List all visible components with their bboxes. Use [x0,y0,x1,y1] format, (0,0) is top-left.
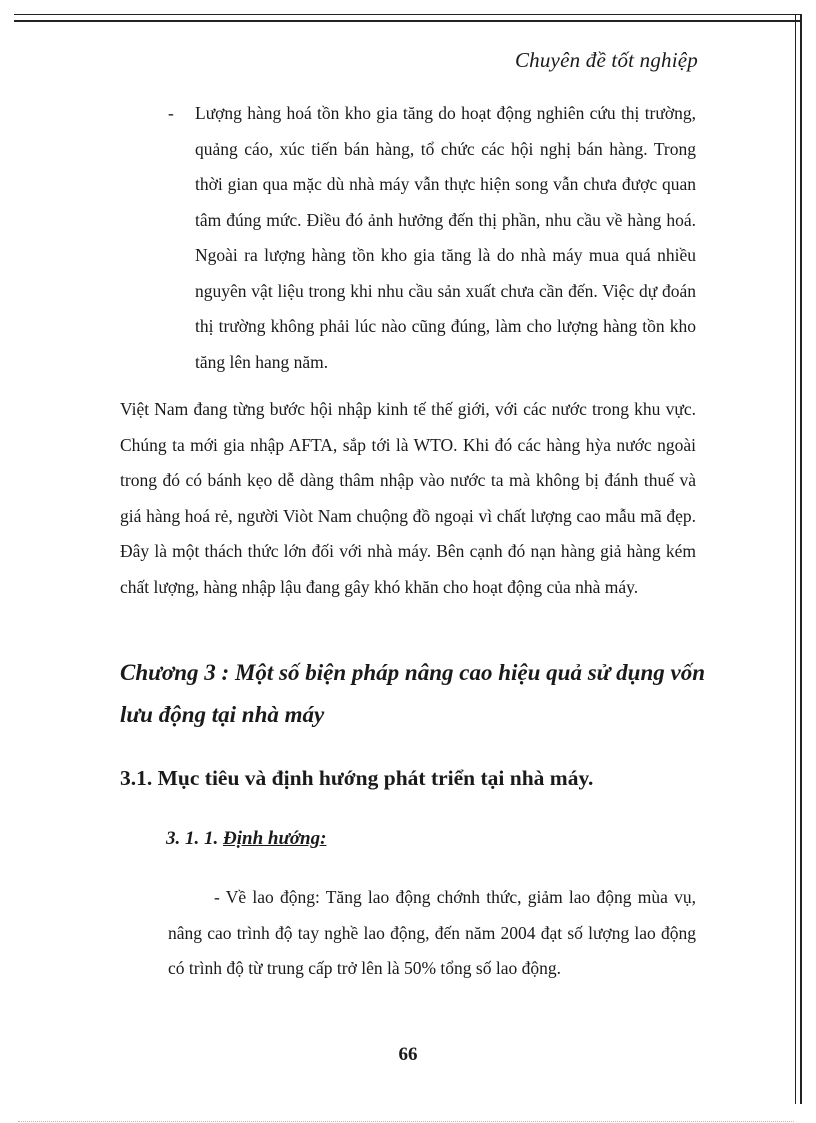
page-border-top [14,14,800,22]
subsection-heading [166,823,326,855]
subsection-number: 3. 1. 1. [166,828,219,849]
body-paragraph: Việt Nam đang từng bước hội nhập kinh tế thế giới, với các nước trong khu vực. Chúng ta mới gia nhập AFTA, sắp tới là WTO. Khi đó các hàng hỳa nước ngoài trong đó có bánh kẹo dễ dàng thâm nhập vào nước ta mà không bị đánh thuế và giá hàng hoá rẻ, người Viòt Nam chuộng đồ ngoại vì chất lượng cao mẫu mã đẹp. Đây là một thách thức lớn đối với nhà máy. Bên cạnh đó nạn hàng giả hàng kém chất lượng, hàng nhập lậu đang gây khó khăn cho hoạt động của nhà máy. [120,399,696,597]
page-border-bottom [18,1121,794,1122]
labor-paragraph: - Về lao động: Tăng lao động chớnh thức, giảm lao động mùa vụ, nâng cao trình độ tay nghề lao động, đến năm 2004 đạt số lượng lao động có trình độ từ trung cấp trở lên là 50% tổng số lao động. [168,887,696,978]
bullet-text: Lượng hàng hoá tồn kho gia tăng do hoạt động nghiên cứu thị trường, quảng cáo, xúc tiến bán hàng, tổ chức các hội nghị bán hàng. Trong thời gian qua mặc dù nhà máy vẫn thực hiện song vẫn chưa được quan tâm đúng mức. Điều đó ảnh hưởng đến thị phần, nhu cầu về hàng hoá. Ngoài ra lượng hàng tồn kho gia tăng là do nhà máy mua quá nhiều nguyên vật liệu trong khi nhu cầu sản xuất chưa cần đến. Việc dự đoán thị trường không phải lúc nào cũng đúng, làm cho lượng hàng tồn kho tăng lên hang năm. [195,103,696,372]
page-number: 66 [398,1044,418,1065]
bullet-item [168,96,696,380]
running-header: Chuyên đề tốt nghiệp [514,48,698,72]
chapter-heading: Chương 3 : Một số biện pháp nâng cao hiệu quả sử dụng vốn lưu động tại nhà máy [120,660,706,727]
subsection-title: Định hướng: [223,828,327,849]
section-heading: 3.1. Mục tiêu và định hướng phát triển tại nhà máy. [120,766,594,790]
page-border-right [795,14,802,1104]
bullet-marker: - [168,103,174,123]
